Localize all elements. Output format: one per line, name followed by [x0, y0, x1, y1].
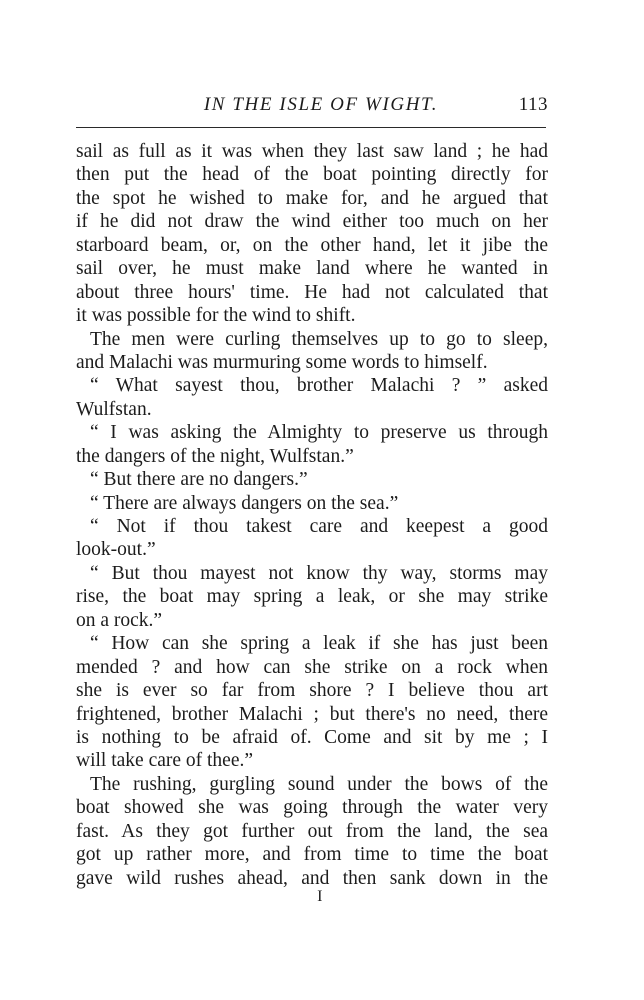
- text-line: “ I was asking the Almighty to preserve us through: [90, 422, 548, 444]
- text-line: the spot he wished to make for, and he argued that: [76, 187, 548, 209]
- text-line: mended ? and how can she strike on a rock when: [76, 656, 548, 678]
- running-head: [76, 94, 548, 124]
- text-line: boat showed she was going through the water very: [76, 797, 548, 819]
- text-line: if he did not draw the wind either too much on her: [76, 211, 548, 233]
- text-line: is nothing to be afraid of. Come and sit by me ; I: [76, 726, 548, 748]
- text-line: frightened, brother Malachi ; but there's no need, there: [76, 703, 548, 725]
- body-text: [76, 140, 548, 890]
- text-line: look-out.”: [76, 539, 156, 561]
- text-line: sail as full as it was when they last saw land ; he had: [76, 141, 548, 162]
- header-rule: [76, 127, 546, 128]
- text-line: rise, the boat may spring a leak, or she may strike: [76, 586, 548, 608]
- text-line: starboard beam, or, on the other hand, let it jibe the: [76, 234, 548, 256]
- text-line: gave wild rushes ahead, and then sank down in the: [76, 867, 548, 889]
- text-line: she is ever so far from shore ? I believe thou art: [76, 680, 548, 702]
- text-line: on a rock.”: [76, 609, 163, 631]
- text-line: the dangers of the night, Wulfstan.”: [76, 445, 354, 467]
- text-line: “ How can she spring a leak if she has just been: [90, 633, 548, 655]
- page-number: 113: [518, 94, 548, 115]
- text-line: it was possible for the wind to shift.: [76, 305, 356, 327]
- text-line: fast. As they got further out from the land, the sea: [76, 820, 548, 842]
- text-line: then put the head of the boat pointing directly for: [76, 164, 548, 186]
- text-line: The men were curling themselves up to go to sleep,: [90, 328, 548, 350]
- text-line: will take care of thee.”: [76, 750, 254, 772]
- running-title: IN THE ISLE OF WIGHT.: [203, 94, 439, 115]
- text-line: “ Not if thou takest care and keepest a good: [90, 516, 548, 537]
- text-line: “ But thou mayest not know thy way, storms may: [90, 562, 548, 584]
- text-line: about three hours' time. He had not calculated that: [76, 281, 548, 303]
- text-line: Wulfstan.: [76, 398, 152, 420]
- text-line: sail over, he must make land where he wanted in: [76, 258, 548, 280]
- signature-mark: I: [317, 888, 323, 905]
- text-line: and Malachi was murmuring some words to himself.: [76, 351, 488, 373]
- text-line: “ What sayest thou, brother Malachi ? ” asked: [90, 375, 548, 397]
- text-line: The rushing, gurgling sound under the bows of the: [90, 773, 548, 795]
- text-line: “ There are always dangers on the sea.”: [90, 492, 399, 514]
- text-line: “ But there are no dangers.”: [90, 469, 308, 491]
- text-line: got up rather more, and from time to time the boat: [76, 844, 548, 866]
